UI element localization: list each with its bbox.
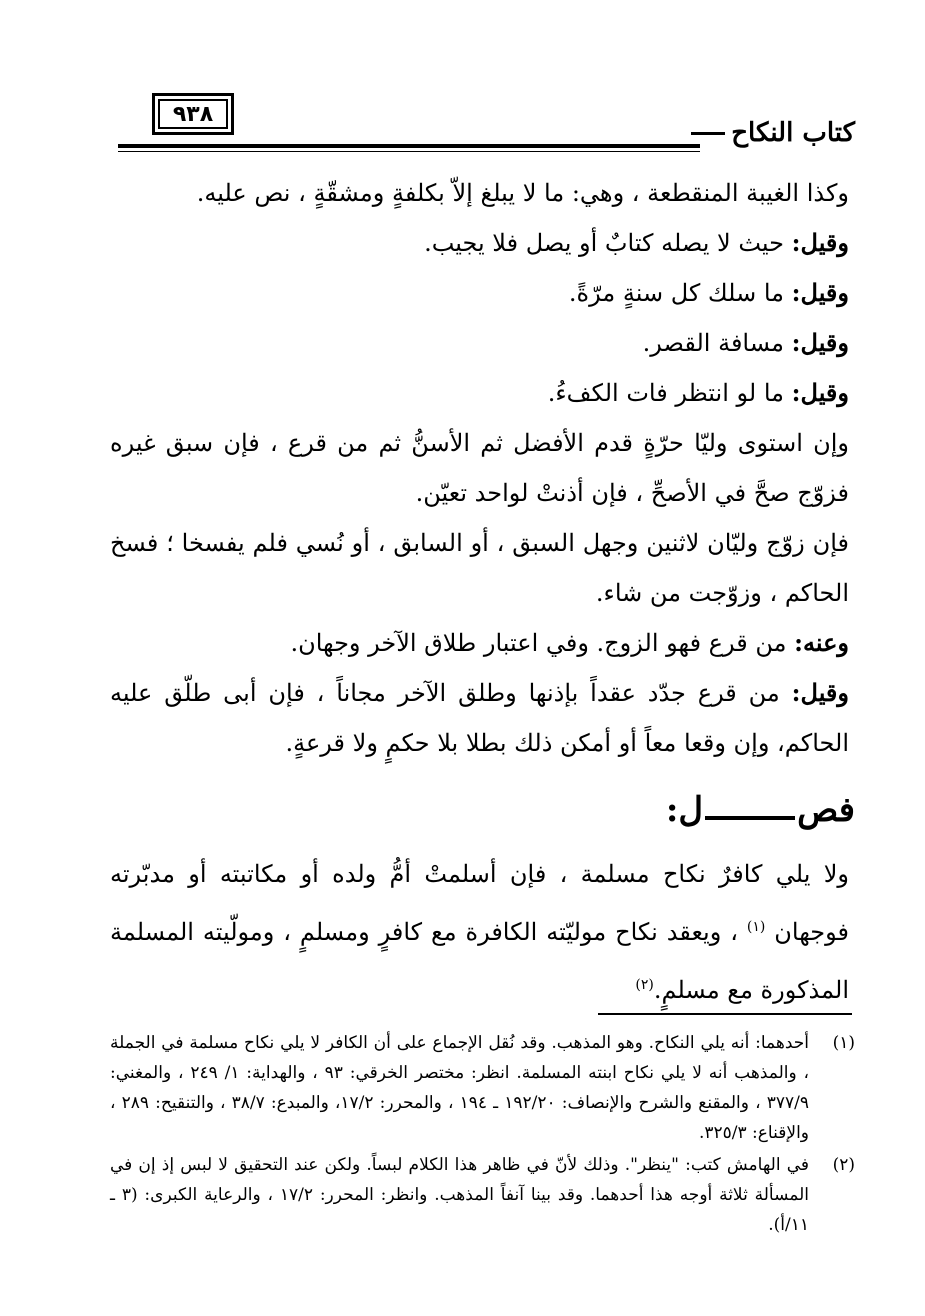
title-kashida-line [691,132,725,135]
paragraph [110,218,849,268]
paragraph-text: ما لو انتظر فات الكفءُ. [547,379,785,407]
paragraph-text: حيث لا يصله كتابٌ أو يصل فلا يجيب. [424,229,785,257]
footnote-text: في الهامش كتب: "ينظر". وذلك لأنّ في ظاهر هذا الكلام لبساً. ولكن عند التحقيق لا لبس إذ إن في المسألة ثلاثة أوجه هذا أحدهما. وقد بينا آنفاً المذهب. وانظر: المحرر: ١٧/٢ ، والرعاية الكبرى: (٣ ـ ١١/أ). [110,1155,809,1235]
paragraph-lead: وقيل: [791,328,849,357]
footnote-number: (٢) [832,1155,855,1175]
footnote [110,1028,855,1148]
main-text [110,168,849,768]
page-number: ٩٣٨ [158,99,228,129]
footnote-rule [598,1013,852,1015]
paragraph [110,618,849,668]
paragraph [110,668,849,768]
paragraph-lead: وقيل: [791,378,849,407]
section-heading-part2: ل: [665,790,704,830]
paragraph [110,268,849,318]
header-rule-thick [118,144,700,148]
paragraph-text: من قرع جدّد عقداً بإذنها وطلق الآخر مجاناً ، فإن أبى طلّق عليه الحاكم، وإن وقعا معاً أو أمكن ذلك بطلا بلا حكمٍ ولا قرعةٍ. [110,679,849,757]
paragraph-text: فإن زوّج وليّان لاثنين وجهل السبق ، أو السابق ، أو نُسي فلم يفسخا ؛ فسخ الحاكم ، وزوّجت من شاء. [110,529,849,607]
heading-kashida-line [705,816,795,820]
section-heading-part1: فص [797,790,855,830]
footnote-marker-1: (١) [746,919,766,935]
paragraph [110,318,849,368]
footnote [110,1150,855,1240]
paragraph-text: من قرع فهو الزوج. وفي اعتبار طلاق الآخر وجهان. [290,629,787,657]
section-paragraph [110,848,849,1017]
paragraph [110,518,849,618]
page-number-box [152,93,234,135]
paragraph [110,168,849,218]
section-text [110,848,849,1017]
section-text-part2: ، ويعقد نكاح موليّته الكافرة مع كافرٍ ومسلمٍ ، ومولّيته المسلمة المذكورة مع مسلمٍ. [110,918,849,1004]
section-text-part1: ولا يلي كافرٌ نكاح مسلمة ، فإن أسلمتْ أمُّ ولده أو مكاتبته أو مدبّرته فوجهان [110,860,849,946]
paragraph-lead: وقيل: [791,678,849,707]
paragraph-text: مسافة القصر. [642,329,785,357]
header-rule-thin [118,151,700,152]
paragraph [110,418,849,518]
footnote-number: (١) [832,1033,855,1053]
footnotes [110,1028,855,1242]
paragraph-lead: وقيل: [791,228,849,257]
footnote-marker-2: (٢) [635,977,654,993]
section-heading [666,790,855,830]
paragraph-text: وإن استوى وليّا حرّةٍ قدم الأفضل ثم الأسنُّ ثم من قرع ، فإن سبق غيره فزوّج صحَّ في الأصحِّ ، فإن أذنتْ لواحد تعيّن. [110,429,850,507]
paragraph-lead: وعنه: [794,628,849,657]
paragraph-lead: وقيل: [791,278,849,307]
paragraph [110,368,849,418]
footnote-text: أحدهما: أنه يلي النكاح. وهو المذهب. وقد نُقل الإجماع على أن الكافر لا يلي نكاح مسلمة في الجملة ، والمذهب أنه لا يلي نكاح ابنته المسلمة. انظر: مختصر الخرقي: ٩٣ ، والهداية: ١/ ٢٤٩ ، والمغني: ٣٧٧/٩ ، والمقنع والشرح والإنصاف: ١٩٢/٢٠ ـ ١٩٤ ، والمحرر: ١٧/٢، والمبدع: ٣٨/٧ ، والتنقيح: ٢٨٩ ، والإقناع: ٣٢٥/٣. [110,1033,810,1143]
paragraph-text: وكذا الغيبة المنقطعة ، وهي: ما لا يبلغ إلاّ بكلفةٍ ومشقّةٍ ، نص عليه. [196,179,849,207]
chapter-title-text: كتاب النكاح [731,118,855,148]
chapter-title [691,118,855,148]
paragraph-text: ما سلك كل سنةٍ مرّةً. [568,279,785,307]
